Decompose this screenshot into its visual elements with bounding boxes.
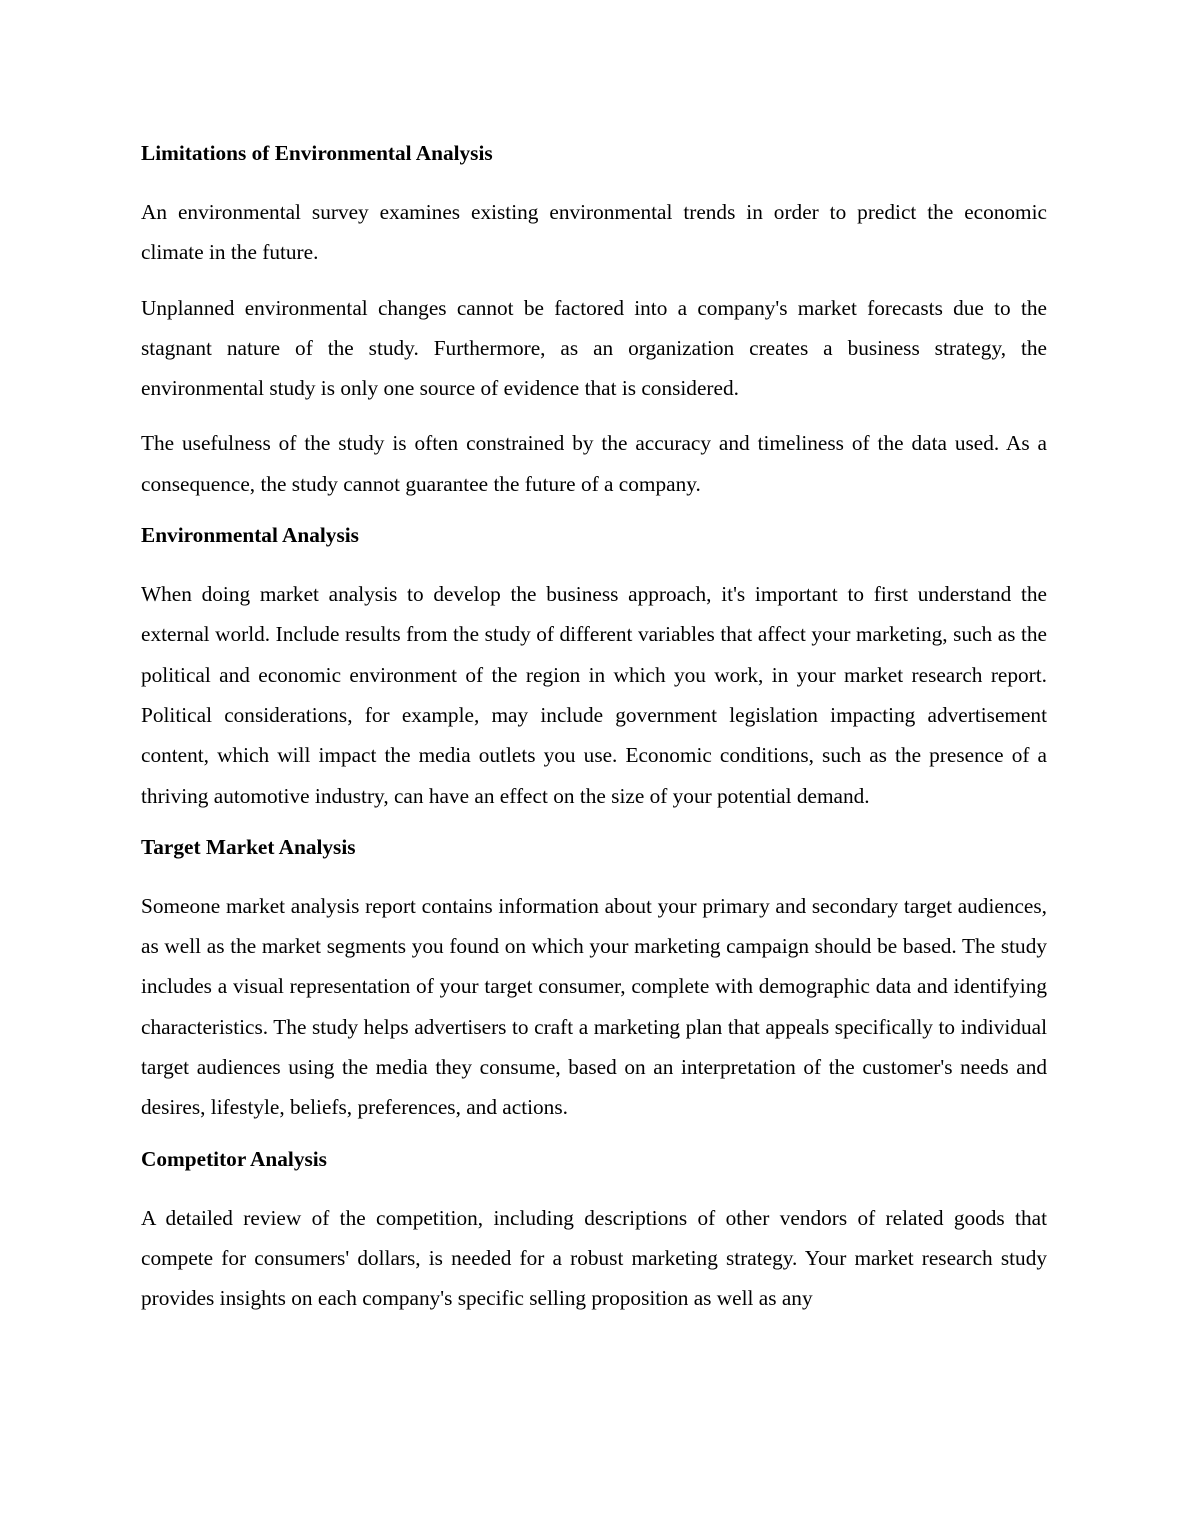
section-heading: Environmental Analysis [141, 523, 359, 548]
paragraph: An environmental survey examines existing environmental trends in order to predict the economic climate in the future. [141, 200, 1047, 265]
section-target-market-analysis [141, 831, 1047, 1128]
section-limitations [141, 137, 1047, 504]
paragraph: Unplanned environmental changes cannot be factored into a company's market forecasts due to the stagnant nature of the study. Furthermore, as an organization creates a business strategy, the environmental study is only one source of evidence that is considered. [141, 295, 1047, 401]
section-competitor-analysis [141, 1143, 1047, 1319]
section-heading: Target Market Analysis [141, 834, 356, 859]
document-page [141, 137, 1047, 1319]
section-heading: Limitations of Environmental Analysis [141, 141, 493, 165]
section-heading: Competitor Analysis [141, 1146, 327, 1171]
paragraph: When doing market analysis to develop the business approach, it's important to first understand the external world. Include results from the study of different variables that affect your marketing, such as the political and economic environment of the region in which you work, in your market research report. Political considerations, for example, may include government legislation impacting advertisement content, which will impact the media outlets you use. Economic conditions, such as the presence of a thriving automotive industry, can have an effect on the size of your potential demand. [141, 582, 1047, 808]
paragraph: A detailed review of the competition, including descriptions of other vendors of related goods that compete for consumers' dollars, is needed for a robust marketing strategy. Your market research study provides insights on each company's specific selling proposition as well as any [141, 1205, 1047, 1311]
paragraph: The usefulness of the study is often constrained by the accuracy and timeliness of the data used. As a consequence, the study cannot guarantee the future of a company. [141, 431, 1047, 496]
section-environmental-analysis [141, 519, 1047, 816]
paragraph: Someone market analysis report contains information about your primary and secondary target audiences, as well as the market segments you found on which your marketing campaign should be based. The study includes a visual representation of your target consumer, complete with demographic data and identifying characteristics. The study helps advertisers to craft a marketing plan that appeals specifically to individual target audiences using the media they consume, based on an interpretation of the customer's needs and desires, lifestyle, beliefs, preferences, and actions. [141, 893, 1047, 1120]
